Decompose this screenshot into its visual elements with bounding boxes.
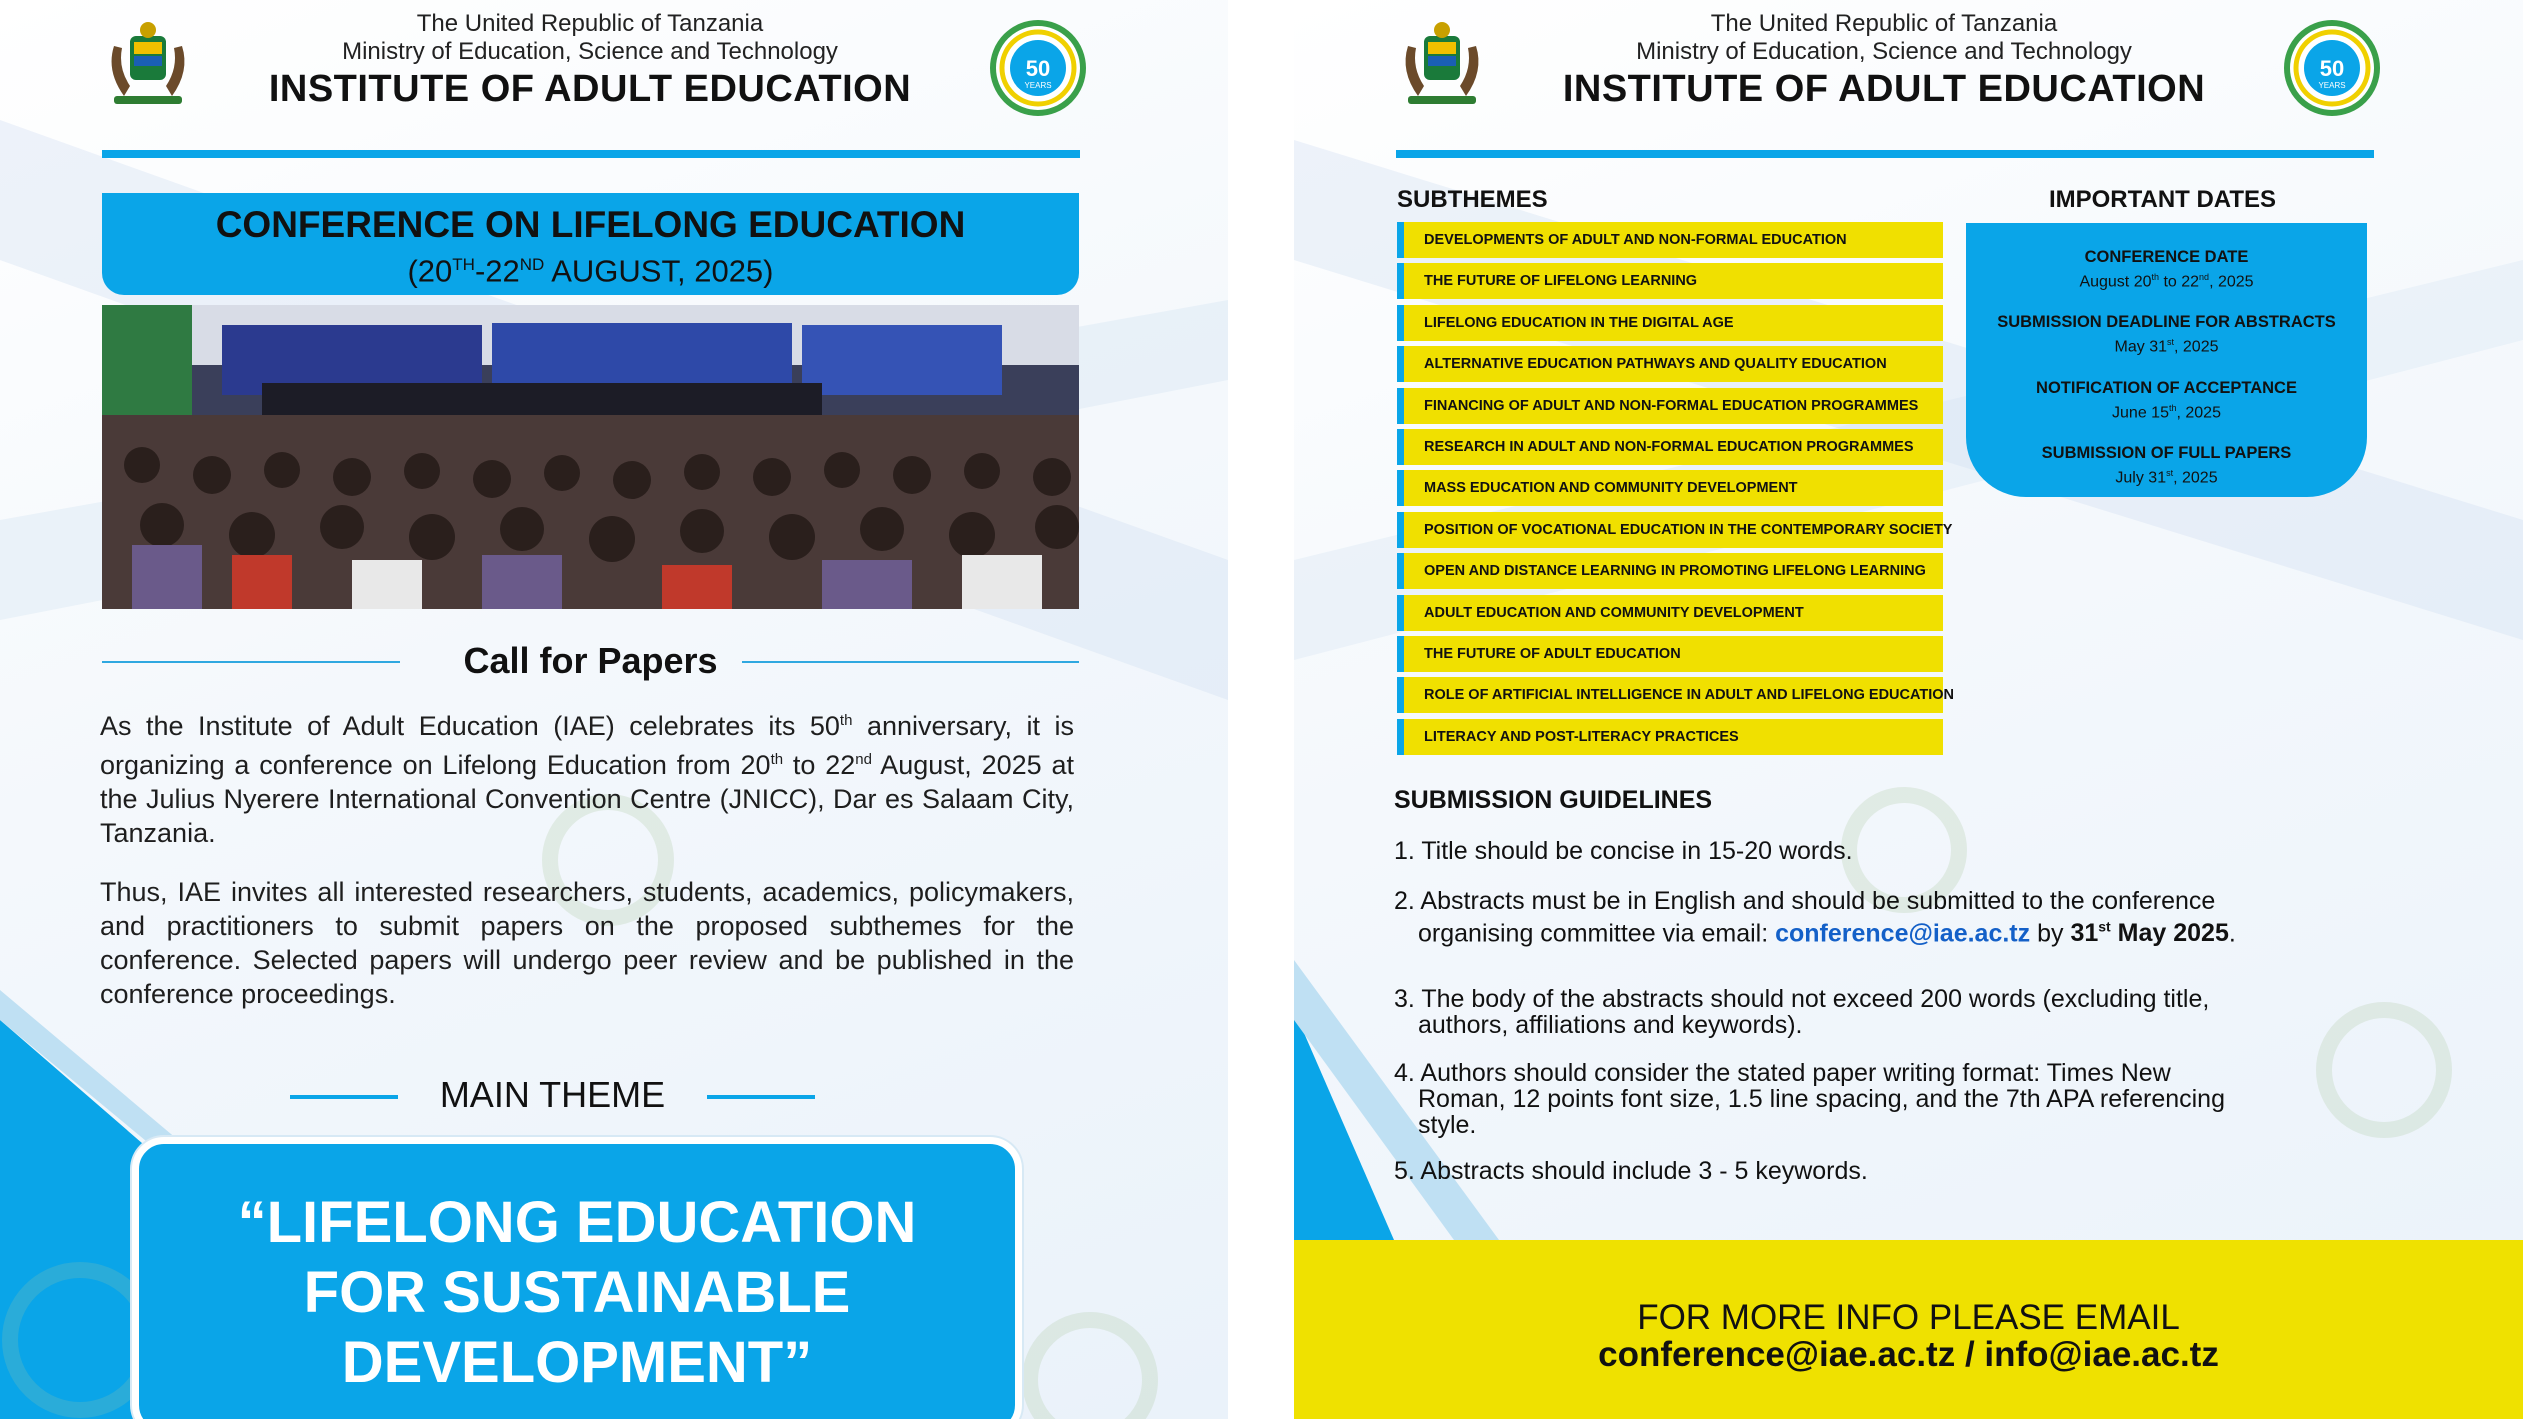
country-name: The United Republic of Tanzania [1710, 10, 2058, 37]
date-label: NOTIFICATION OF ACCEPTANCE [2036, 378, 2297, 397]
invitation-paragraph: Thus, IAE invites all interested researchers, students, academics, policymakers, and practitioners to submit papers on the proposed subthemes for the conference. Selected papers will undergo peer review and be published in the conference proceedings. [100, 877, 1074, 1009]
subtheme-item: OPEN AND DISTANCE LEARNING IN PROMOTING LIFELONG LEARNING [1397, 553, 1943, 589]
date-value: July 31st, 2025 [2115, 467, 2218, 487]
heading-rule-right [742, 661, 1079, 663]
jubilee-number: 50 [2319, 56, 2345, 81]
date-label: CONFERENCE DATE [2084, 248, 2249, 266]
subtheme-item: DEVELOPMENTS OF ADULT AND NON-FORMAL EDUCATION [1397, 222, 1943, 258]
guideline-item: 3. The body of the abstracts should not exceed 200 words (excluding title, authors, affiliations and keywords). [1394, 985, 2210, 1039]
subtheme-item: ALTERNATIVE EDUCATION PATHWAYS AND QUALITY EDUCATION [1397, 346, 1943, 382]
header [1294, 8, 2523, 118]
call-for-papers-title: Call for Papers [463, 640, 718, 681]
conference-dates: (20TH-22ND AUGUST, 2025) [407, 253, 774, 289]
main-theme-box [132, 1137, 1022, 1419]
subtheme-item: MASS EDUCATION AND COMMUNITY DEVELOPMENT [1397, 470, 1943, 506]
header-text [1494, 10, 2274, 112]
coat-of-arms-icon [100, 16, 196, 112]
header-text [200, 10, 980, 112]
submission-guidelines-heading: SUBMISSION GUIDELINES [1394, 786, 1713, 814]
important-dates-heading: IMPORTANT DATES [2048, 186, 2277, 213]
institute-title: INSTITUTE OF ADULT EDUCATION [1562, 68, 2206, 110]
subtheme-item: RESEARCH IN ADULT AND NON-FORMAL EDUCATION PROGRAMMES [1397, 429, 1943, 465]
jubilee-50-years-logo-icon [990, 20, 1086, 116]
ministry-name: Ministry of Education, Science and Technology [342, 38, 838, 65]
main-theme-heading [290, 1073, 815, 1117]
subtheme-item: ROLE OF ARTIFICIAL INTELLIGENCE IN ADULT AND LIFELONG EDUCATION [1397, 677, 1943, 713]
date-label: SUBMISSION DEADLINE FOR ABSTRACTS [1997, 313, 2336, 332]
guideline-item: 5. Abstracts should include 3 - 5 keywords. [1394, 1157, 1868, 1185]
call-for-papers-heading [102, 640, 1079, 682]
conference-title: CONFERENCE ON LIFELONG EDUCATION [215, 204, 966, 245]
contact-prompt: FOR MORE INFO PLEASE EMAIL [1637, 1298, 2180, 1337]
subtheme-item: ADULT EDUCATION AND COMMUNITY DEVELOPMENT [1397, 595, 1943, 631]
subthemes-list [1397, 222, 1955, 760]
contact-footer [1294, 1240, 2523, 1419]
important-dates-box [1966, 223, 2367, 497]
subtheme-item: FINANCING OF ADULT AND NON-FORMAL EDUCATION PROGRAMMES [1397, 388, 1943, 424]
guideline-item: 4. Authors should consider the stated paper writing format: Times New Roman, 12 points font size, 1.5 line spacing, and the 7th APA referencing style. [1394, 1059, 2225, 1139]
contact-emails[interactable]: conference@iae.ac.tz / info@iae.ac.tz [1598, 1335, 2219, 1374]
conference-email-link[interactable]: conference@iae.ac.tz [1775, 919, 2031, 948]
subtheme-item: LITERACY AND POST-LITERACY PRACTICES [1397, 719, 1943, 755]
country-name: The United Republic of Tanzania [416, 10, 764, 37]
flyer-page-left [0, 0, 1228, 1419]
intro-paragraph: As the Institute of Adult Education (IAE) celebrates its 50th anniversary, it is organizing a conference on Lifelong Education from 20th to 22nd August, 2025 at the Julius Nyerere International Convention Centre (JNICC), Dar es Salaam City, Tanzania. [100, 711, 1075, 848]
date-label: SUBMISSION OF FULL PAPERS [2041, 443, 2292, 462]
main-theme-label: MAIN THEME [439, 1074, 666, 1115]
main-theme-text: “LIFELONG EDUCATION FOR SUSTAINABLE DEVELOPMENT” [237, 1190, 917, 1395]
header-divider [1396, 150, 2374, 158]
date-value: August 20th to 22nd, 2025 [2079, 272, 2254, 291]
ministry-name: Ministry of Education, Science and Technology [1636, 38, 2132, 65]
subtheme-item: THE FUTURE OF ADULT EDUCATION [1397, 636, 1943, 672]
flyer-page-right [1294, 0, 2523, 1419]
coat-of-arms-icon [1394, 16, 1490, 112]
date-value: May 31st, 2025 [2114, 337, 2219, 356]
institute-title: INSTITUTE OF ADULT EDUCATION [268, 68, 912, 110]
jubilee-number: 50 [1025, 56, 1051, 81]
header [0, 8, 1228, 118]
jubilee-word: YEARS [1024, 81, 1052, 90]
guideline-item: 2. Abstracts must be in English and should be submitted to the conference organising committee via email: conference@iae.ac.tz by 31st May 2025. [1394, 887, 2236, 948]
subthemes-heading: SUBTHEMES [1397, 186, 1548, 213]
subtheme-item: POSITION OF VOCATIONAL EDUCATION IN THE CONTEMPORARY SOCIETY [1397, 512, 1943, 548]
jubilee-50-years-logo-icon [2284, 20, 2380, 116]
date-value: June 15th, 2025 [2112, 402, 2221, 421]
subtheme-item: THE FUTURE OF LIFELONG LEARNING [1397, 263, 1943, 299]
header-divider [102, 150, 1080, 158]
conference-banner [102, 193, 1079, 295]
photo-illustration [102, 305, 1079, 609]
subtheme-item: LIFELONG EDUCATION IN THE DIGITAL AGE [1397, 305, 1943, 341]
jubilee-word: YEARS [2318, 81, 2346, 90]
heading-rule-right [707, 1095, 815, 1099]
guideline-item: 1. Title should be concise in 15-20 words. [1394, 837, 1853, 865]
conference-audience-photo [102, 305, 1079, 609]
